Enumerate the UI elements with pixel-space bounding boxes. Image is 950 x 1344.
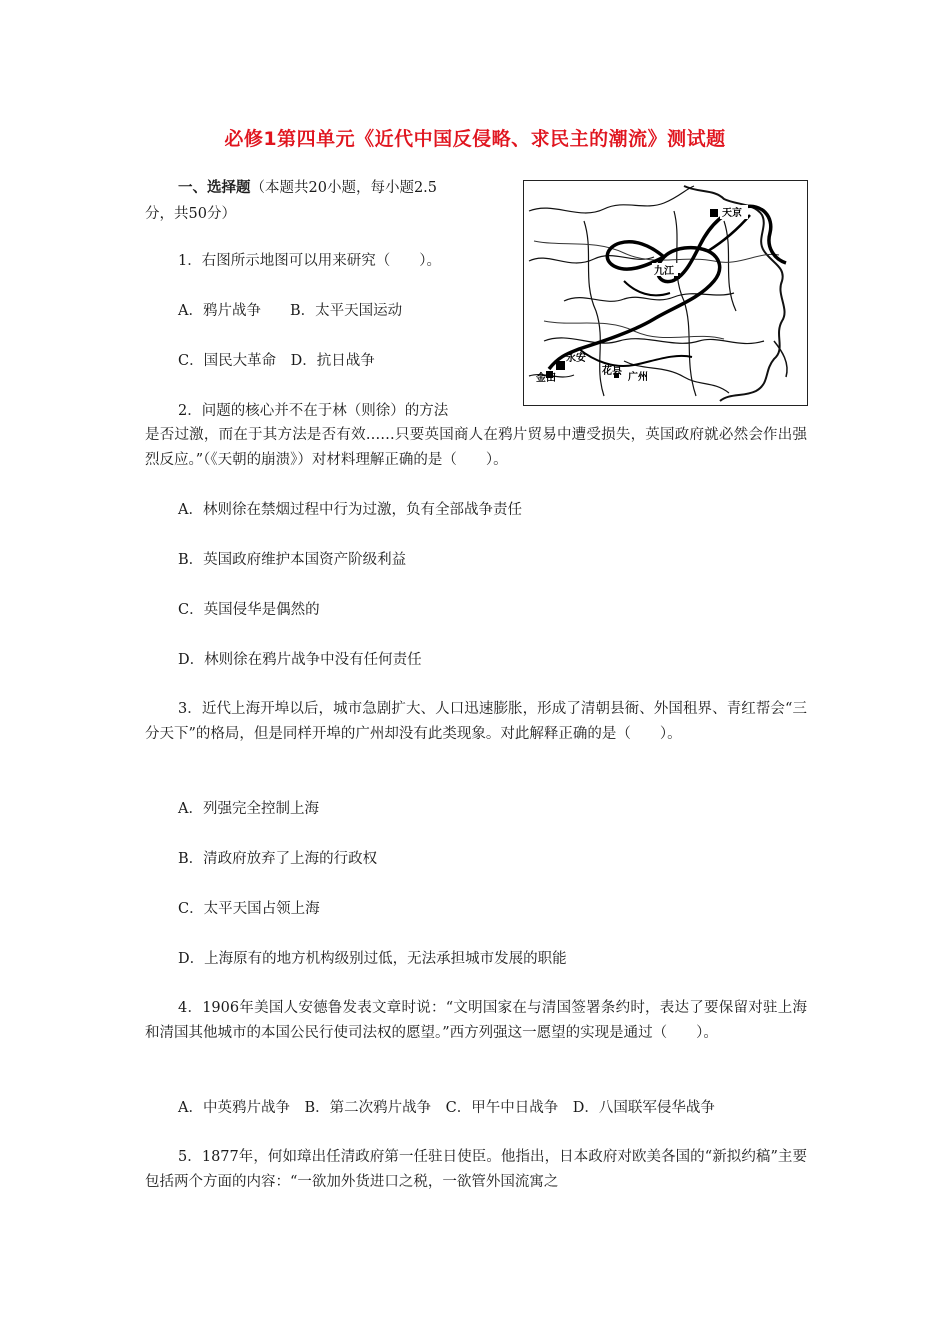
map-label-huaxian: 花县: [602, 366, 622, 377]
question-1-options-row-1: A．鸦片战争 B．太平天国运动: [178, 303, 403, 319]
section-note-cont: 分，共50分）: [145, 206, 236, 222]
yongan-marker: [556, 361, 565, 370]
page-title: 必修1第四单元《近代中国反侵略、求民主的潮流》测试题: [224, 128, 726, 150]
question-4-options: A．中英鸦片战争 B．第二次鸦片战争 C．甲午中日战争 D．八国联军侵华战争: [178, 1100, 715, 1116]
map-label-jintian: 金田: [536, 373, 556, 384]
question-2-option-c: C．英国侵华是偶然的: [178, 602, 320, 618]
question-2-option-b: B．英国政府维护本国资产阶级利益: [178, 552, 407, 568]
tianjing-marker: [710, 209, 718, 217]
question-4-stem: 4．1906年美国人安德鲁发表文章时说：“文明国家在与清国签署条约时，表达了要保留对驻上海和清国其他城市的本国公民行使司法权的愿望。”西方列强这一愿望的实现是通过（ ）。: [145, 1000, 807, 1041]
question-3-stem: 3．近代上海开埠以后，城市急剧扩大、人口迅速膨胀，形成了清朝县衙、外国租界、青红帮会“三分天下”的格局，但是同样开埠的广州却没有此类现象。对此解释正确的是（ ）。: [145, 701, 807, 742]
question-2-stem-rest: 是否过激，而在于其方法是否有效……只要英国商人在鸦片贸易中遭受损失，英国政府就必然会作出强烈反应。”（《天朝的崩溃》）对材料理解正确的是（ ）。: [145, 427, 807, 468]
question-1-stem: 1．右图所示地图可以用来研究（ ）。: [178, 253, 441, 269]
question-5-stem: 5．1877年，何如璋出任清政府第一任驻日使臣。他指出，日本政府对欧美各国的“新拟约稿”主要包括两个方面的内容：“一欲加外货进口之税，一欲管外国流寓之: [145, 1149, 807, 1190]
question-3-option-d: D．上海原有的地方机构级别过低，无法承担城市发展的职能: [178, 951, 567, 967]
question-3-option-b: B．清政府放弃了上海的行政权: [178, 851, 378, 867]
section-heading: 一、选择题: [178, 180, 251, 196]
map-label-jiujiang: 九江: [654, 266, 674, 277]
question-2-option-a: A．林则徐在禁烟过程中行为过激，负有全部战争责任: [178, 502, 522, 518]
taiping-map-figure: [523, 180, 808, 406]
map-label-guangzhou: 广州: [628, 372, 648, 383]
question-2-stem-line-1: 2．问题的核心并不在于林（则徐）的方法: [178, 403, 449, 419]
question-3-option-a: A．列强完全控制上海: [178, 801, 319, 817]
map-svg: [524, 181, 807, 405]
section-heading-line: [178, 178, 437, 198]
map-label-tianjing: 天京: [722, 208, 742, 219]
map-label-yongan: 永安: [566, 353, 586, 364]
march-route: [549, 206, 786, 369]
question-1-options-row-2: C．国民大革命 D．抗日战争: [178, 353, 375, 369]
question-2-option-d: D．林则徐在鸦片战争中没有任何责任: [178, 652, 422, 668]
section-note: （本题共20小题，每小题2.5: [250, 180, 438, 196]
question-3-option-c: C．太平天国占领上海: [178, 901, 320, 917]
